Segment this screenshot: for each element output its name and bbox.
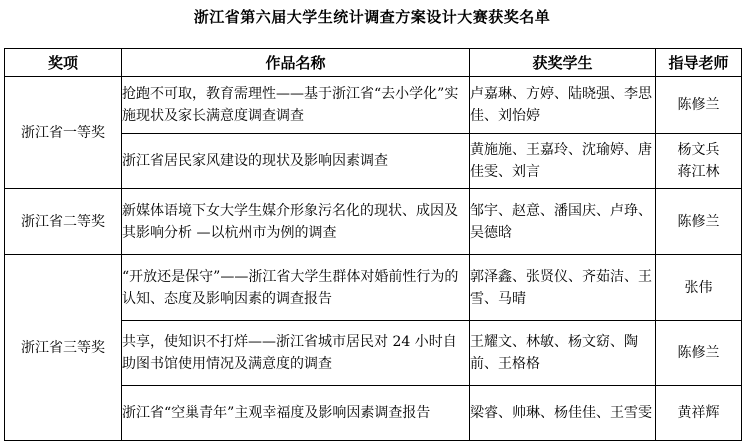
table-row <box>5 255 742 321</box>
prize-cell: 浙江省三等奖 <box>5 255 122 441</box>
work-title: 新媒体语境下女大学生媒介形象污名化的现状、成因及其影响分析 —以杭州市为例的调查 <box>122 189 470 255</box>
header-work: 作品名称 <box>122 49 470 77</box>
work-title: “开放还是保守”——浙江省大学生群体对婚前性行为的认知、态度及影响因素的调查报告 <box>122 255 470 321</box>
teacher-cell <box>656 134 742 189</box>
teacher-cell: 黄祥辉 <box>656 386 742 441</box>
teacher-name: 蒋江林 <box>677 164 720 180</box>
header-teacher: 指导老师 <box>656 49 742 77</box>
awards-table <box>4 48 742 441</box>
prize-cell: 浙江省一等奖 <box>5 77 122 189</box>
table-row <box>5 77 742 134</box>
teacher-cell: 陈修兰 <box>656 321 742 386</box>
teacher-cell: 陈修兰 <box>656 189 742 255</box>
work-title: 抢跑不可取，教育需理性——基于浙江省“去小学化”实施现状及家长满意度调查调查 <box>122 77 470 134</box>
students-cell: 郭泽鑫、张贤仪、齐茹洁、王雪、马晴 <box>470 255 656 321</box>
work-title: 共享，使知识不打烊——浙江省城市居民对 24 小时自助图书馆使用情况及满意度的调查 <box>122 321 470 386</box>
students-cell: 邹宇、赵意、潘国庆、卢琤、吴德晗 <box>470 189 656 255</box>
table-header-row <box>5 49 742 77</box>
work-title: 浙江省居民家风建设的现状及影响因素调查 <box>122 134 470 189</box>
teacher-cell: 张伟 <box>656 255 742 321</box>
students-cell: 梁睿、帅琳、杨佳佳、王雪雯 <box>470 386 656 441</box>
header-students: 获奖学生 <box>470 49 656 77</box>
students-cell: 王耀文、林敏、杨文窈、陶前、王格格 <box>470 321 656 386</box>
teacher-name: 杨文兵 <box>677 142 720 158</box>
table-row <box>5 189 742 255</box>
students-cell: 卢嘉琳、方婷、陆晓强、李思佳、刘怡婷 <box>470 77 656 134</box>
work-title: 浙江省“空巢青年”主观幸福度及影响因素调查报告 <box>122 386 470 441</box>
prize-cell: 浙江省二等奖 <box>5 189 122 255</box>
teacher-cell: 陈修兰 <box>656 77 742 134</box>
page-title: 浙江省第六届大学生统计调查方案设计大赛获奖名单 <box>193 8 551 26</box>
students-cell: 黄施施、王嘉玲、沈瑜婷、唐佳雯、刘言 <box>470 134 656 189</box>
header-prize: 奖项 <box>5 49 122 77</box>
